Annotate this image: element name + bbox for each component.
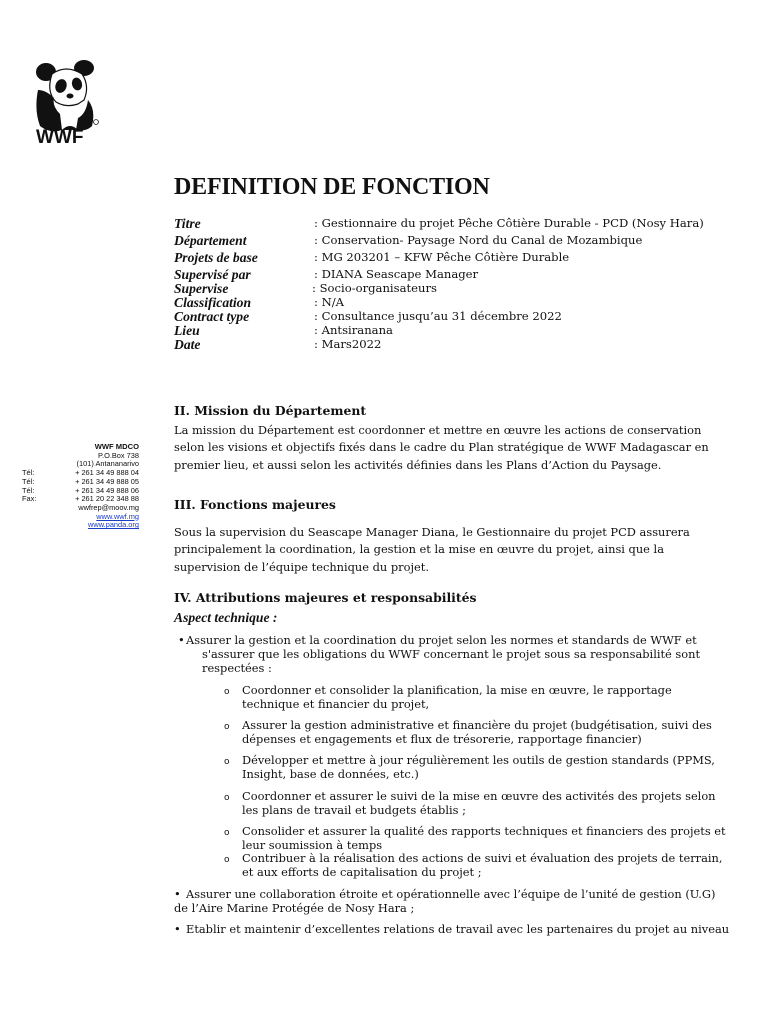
- wwf-logo-text: WWF: [36, 127, 84, 148]
- text-line: supervision de l’équipe technique du projet.: [174, 559, 429, 574]
- circle-bullet-icon: o: [224, 855, 230, 865]
- field-value: : Antsiranana: [314, 323, 393, 337]
- field-value: : MG 203201 – KFW Pêche Côtière Durable: [314, 250, 570, 264]
- section-heading: IV. Attributions majeures et responsabilités: [174, 590, 477, 605]
- text-line: Développer et mettre à jour régulièrement les outils de gestion standards (PPMS,: [242, 753, 715, 767]
- text-line: s'assurer que les obligations du WWF concernant le projet sous sa responsabilité sont: [202, 647, 701, 661]
- panda-org-link[interactable]: www.panda.org: [88, 520, 139, 530]
- circle-bullet-icon: o: [224, 722, 230, 732]
- field-lieu: [174, 323, 716, 338]
- field-supervise: [174, 281, 716, 296]
- circle-bullet-icon: o: [224, 793, 230, 803]
- text-line: La mission du Département est coordonner et mettre en œuvre les actions de conservation: [174, 423, 702, 437]
- circle-bullet-icon: o: [224, 687, 230, 697]
- phone-number: + 261 34 49 888 06: [75, 485, 139, 495]
- field-value: : DIANA Seascape Manager: [314, 267, 479, 281]
- field-departement: [174, 233, 716, 248]
- text-line: Assurer la gestion et la coordination du projet selon les normes et standards de WWF et: [186, 633, 697, 647]
- field-key: Supervise: [174, 281, 229, 296]
- bullet-icon: •: [174, 922, 181, 936]
- contact-sidebar: [22, 443, 139, 530]
- text-line: Assurer la gestion administrative et financière du projet (budgétisation, suivi des: [242, 718, 712, 732]
- section-paragraph: [174, 524, 716, 576]
- section-heading: III. Fonctions majeures: [174, 497, 336, 512]
- page-title: DEFINITION DE FONCTION: [174, 174, 490, 200]
- email: wwfrep@moov.mg: [78, 502, 139, 512]
- text-line: Etablir et maintenir d’excellentes relations de travail avec les partenaires du projet au niveau: [186, 922, 730, 936]
- phone-label: Tél:: [22, 468, 35, 478]
- city: (101) Antananarivo: [76, 459, 139, 469]
- text-line: dépenses et engagements et flux de trésorerie, rapportage financier): [242, 732, 642, 747]
- text-line: et aux efforts de capitalisation du projet ;: [242, 865, 482, 880]
- bullet-icon: •: [178, 633, 185, 647]
- bullet-icon: •: [174, 887, 181, 901]
- fax-number: + 261 20 22 348 88: [75, 494, 139, 504]
- section-mission: [174, 403, 716, 474]
- subheading-aspect-technique: Aspect technique :: [174, 610, 278, 625]
- field-key: Titre: [174, 216, 201, 231]
- field-contract-type: [174, 309, 716, 324]
- section-heading: II. Mission du Département: [174, 403, 367, 418]
- text-line: technique et financier du projet,: [242, 697, 430, 712]
- circle-bullet-icon: o: [224, 828, 230, 838]
- field-date: [174, 337, 716, 352]
- text-line: Sous la supervision du Seascape Manager Diana, le Gestionnaire du projet PCD assurera: [174, 525, 690, 539]
- field-key: Lieu: [174, 323, 200, 338]
- field-value: : Consultance jusqu’au 31 décembre 2022: [314, 309, 562, 323]
- text-line: Contribuer à la réalisation des actions de suivi et évaluation des projets de terrain,: [242, 851, 723, 865]
- text-line: de l’Aire Marine Protégée de Nosy Hara ;: [174, 901, 415, 915]
- field-key: Contract type: [174, 309, 250, 324]
- org-name: WWF MDCO: [94, 442, 139, 451]
- text-line: Coordonner et consolider la planification, la mise en œuvre, le rapportage: [242, 683, 672, 697]
- field-projets: [174, 250, 716, 265]
- text-line: premier lieu, et aussi selon les activités définies dans les Plans d’Action du Paysage.: [174, 457, 662, 472]
- text-line: Insight, base de données, etc.): [242, 767, 419, 782]
- section-attributions: [174, 590, 716, 605]
- field-key: Département: [174, 233, 247, 248]
- text-line: principalement la coordination, la gestion et la mise en œuvre du projet, ainsi que la: [174, 542, 664, 557]
- field-key: Classification: [174, 295, 252, 310]
- phone-number: + 261 34 49 888 04: [75, 468, 139, 478]
- wwf-mg-link[interactable]: www.wwf.mg: [96, 511, 139, 521]
- field-key: Supervisé par: [174, 267, 251, 282]
- text-line: leur soumission à temps: [242, 838, 383, 853]
- field-value: : Conservation- Paysage Nord du Canal de Mozambique: [314, 233, 643, 247]
- text-line: les plans de travail et budgets établis ;: [242, 803, 466, 818]
- phone-number: + 261 34 49 888 05: [75, 476, 139, 486]
- field-key: Projets de base: [174, 250, 258, 265]
- section-fonctions: [174, 497, 716, 576]
- field-value: : Socio-organisateurs: [312, 281, 437, 295]
- circle-bullet-icon: o: [224, 757, 230, 767]
- text-line: Consolider et assurer la qualité des rapports techniques et financiers des projets et: [242, 824, 726, 838]
- po-box: P.O.Box 738: [98, 450, 139, 460]
- fax-label: Fax:: [22, 494, 37, 504]
- field-supervise-par: [174, 267, 716, 282]
- field-value: : Mars2022: [314, 337, 382, 351]
- text-line: Coordonner et assurer le suivi de la mise en œuvre des activités des projets selon: [242, 789, 716, 803]
- phone-label: Tél:: [22, 485, 35, 495]
- field-classification: [174, 295, 716, 310]
- phone-label: Tél:: [22, 476, 35, 486]
- text-line: selon les visions et objectifs fixés dans le cadre du Plan stratégique de WWF Madagascar en: [174, 440, 709, 455]
- field-value: : N/A: [314, 295, 345, 309]
- field-key: Date: [174, 337, 201, 352]
- field-value: : Gestionnaire du projet Pêche Côtière Durable - PCD (Nosy Hara): [314, 216, 704, 230]
- text-line: respectées :: [202, 661, 272, 675]
- text-line: Assurer une collaboration étroite et opérationnelle avec l’équipe de l’unité de gestion (U.G): [186, 887, 716, 901]
- section-paragraph: [174, 422, 716, 474]
- field-titre: [174, 216, 716, 231]
